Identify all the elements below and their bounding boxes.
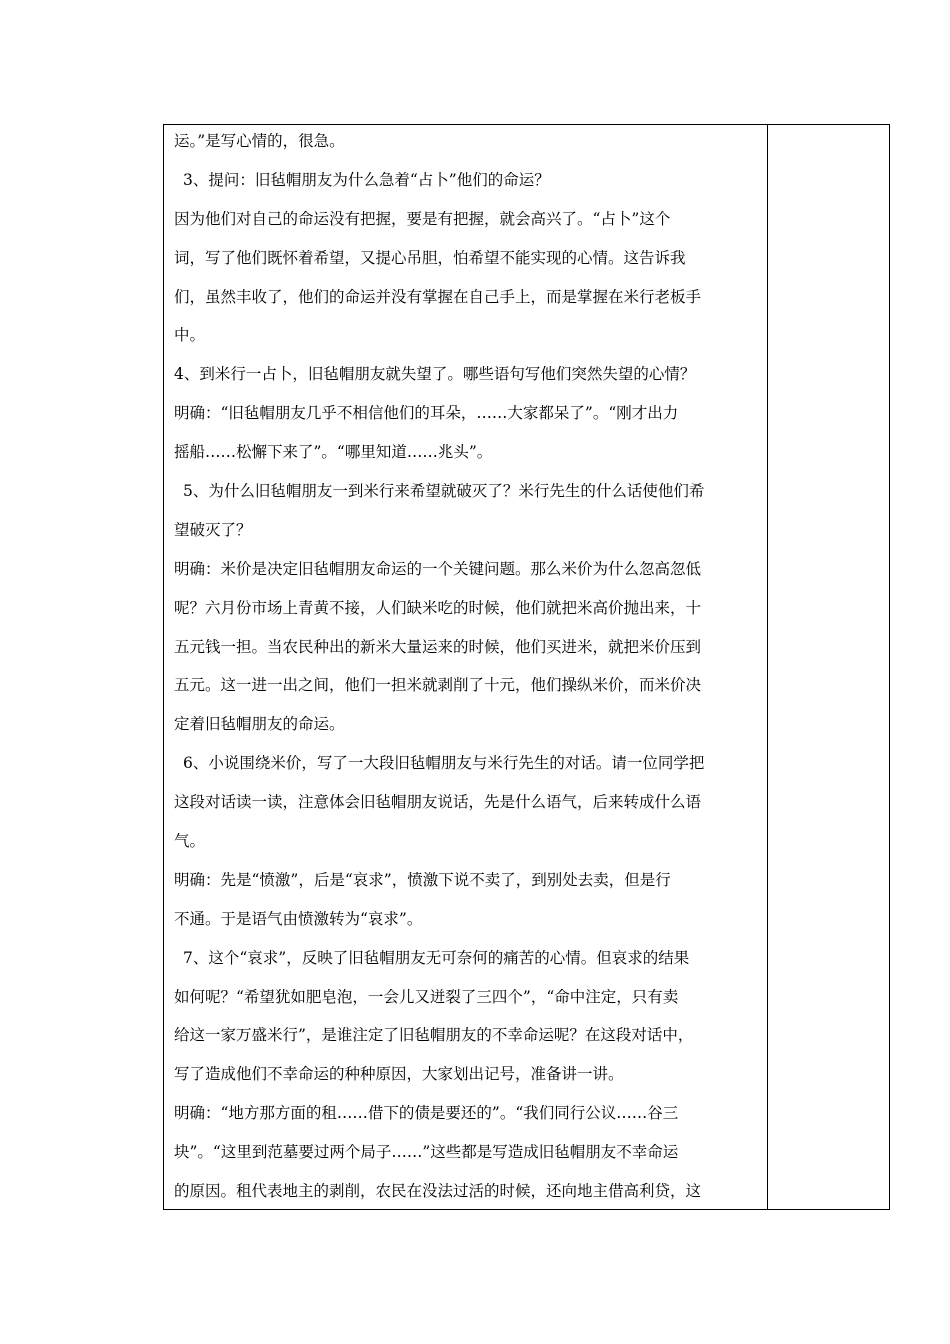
lesson-content-cell bbox=[174, 128, 762, 1217]
text-line: 因为他们对自己的命运没有把握，要是有把握，就会高兴了。“占卜”这个 bbox=[174, 209, 671, 228]
text-line: 如何呢？“希望犹如肥皂泡，一会儿又迸裂了三四个”，“命中注定，只有卖 bbox=[174, 987, 679, 1006]
text-line: 明确：“旧毡帽朋友几乎不相信他们的耳朵，……大家都呆了”。“刚才出力 bbox=[174, 404, 679, 423]
text-line: 4、到米行一占卜，旧毡帽朋友就失望了。哪些语句写他们突然失望的心情？ bbox=[174, 365, 696, 384]
text-line: 呢？六月份市场上青黄不接，人们缺米吃的时候，他们就把米高价抛出来，十 bbox=[174, 598, 702, 617]
text-line: 6、小说围绕米价，写了一大段旧毡帽朋友与米行先生的对话。请一位同学把 bbox=[183, 754, 705, 773]
text-line: 给这一家万盛米行”，是谁注定了旧毡帽朋友的不幸命运呢？在这段对话中， bbox=[174, 1026, 694, 1045]
text-line: 这段对话读一读，注意体会旧毡帽朋友说话，先是什么语气，后来转成什么语 bbox=[174, 793, 702, 812]
text-line: 5、为什么旧毡帽朋友一到米行来希望就破灭了？米行先生的什么话使他们希 bbox=[183, 482, 705, 501]
text-line: 望破灭了？ bbox=[174, 520, 252, 539]
lesson-table bbox=[163, 124, 890, 1210]
text-line: 的原因。租代表地主的剥削，农民在没法过活的时候，还向地主借高利贷，这 bbox=[174, 1182, 702, 1201]
text-line: 五元钱一担。当农民种出的新米大量运来的时候，他们买进米，就把米价压到 bbox=[174, 637, 702, 656]
text-line: 7、这个“哀求”，反映了旧毡帽朋友无可奈何的痛苦的心情。但哀求的结果 bbox=[183, 948, 690, 967]
text-line: 五元。这一进一出之间，他们一担米就剥削了十元，他们操纵米价，而米价决 bbox=[174, 676, 702, 695]
text-line: 气。 bbox=[174, 832, 206, 851]
text-line: 明确：米价是决定旧毡帽朋友命运的一个关键问题。那么米价为什么忽高忽低 bbox=[174, 559, 702, 578]
text-line: 块”。“这里到范墓要过两个局子……”这些都是写造成旧毡帽朋友不幸命运 bbox=[174, 1143, 679, 1162]
text-line: 明确：“地方那方面的租……借下的债是要还的”。“我们同行公议……谷三 bbox=[174, 1104, 679, 1123]
text-line: 明确：先是“愤激”，后是“哀求”，愤激下说不卖了，到别处去卖，但是行 bbox=[174, 870, 671, 889]
text-line: 中。 bbox=[174, 326, 206, 345]
text-line: 不通。于是语气由愤激转为“哀求”。 bbox=[174, 909, 423, 928]
text-line: 3、提问：旧毡帽朋友为什么急着“占卜”他们的命运？ bbox=[183, 170, 550, 189]
text-line: 定着旧毡帽朋友的命运。 bbox=[174, 715, 345, 734]
notes-column-cell bbox=[768, 125, 889, 1209]
text-line: 词，写了他们既怀着希望，又提心吊胆，怕希望不能实现的心情。这告诉我 bbox=[174, 248, 686, 267]
text-line: 写了造成他们不幸命运的种种原因，大家划出记号，准备讲一讲。 bbox=[174, 1065, 624, 1084]
text-line: 们，虽然丰收了，他们的命运并没有掌握在自己手上，而是掌握在米行老板手 bbox=[174, 287, 702, 306]
text-line: 摇船……松懈下来了”。“哪里知道……兆头”。 bbox=[174, 443, 493, 462]
text-line: 运。”是写心情的，很急。 bbox=[174, 132, 345, 150]
